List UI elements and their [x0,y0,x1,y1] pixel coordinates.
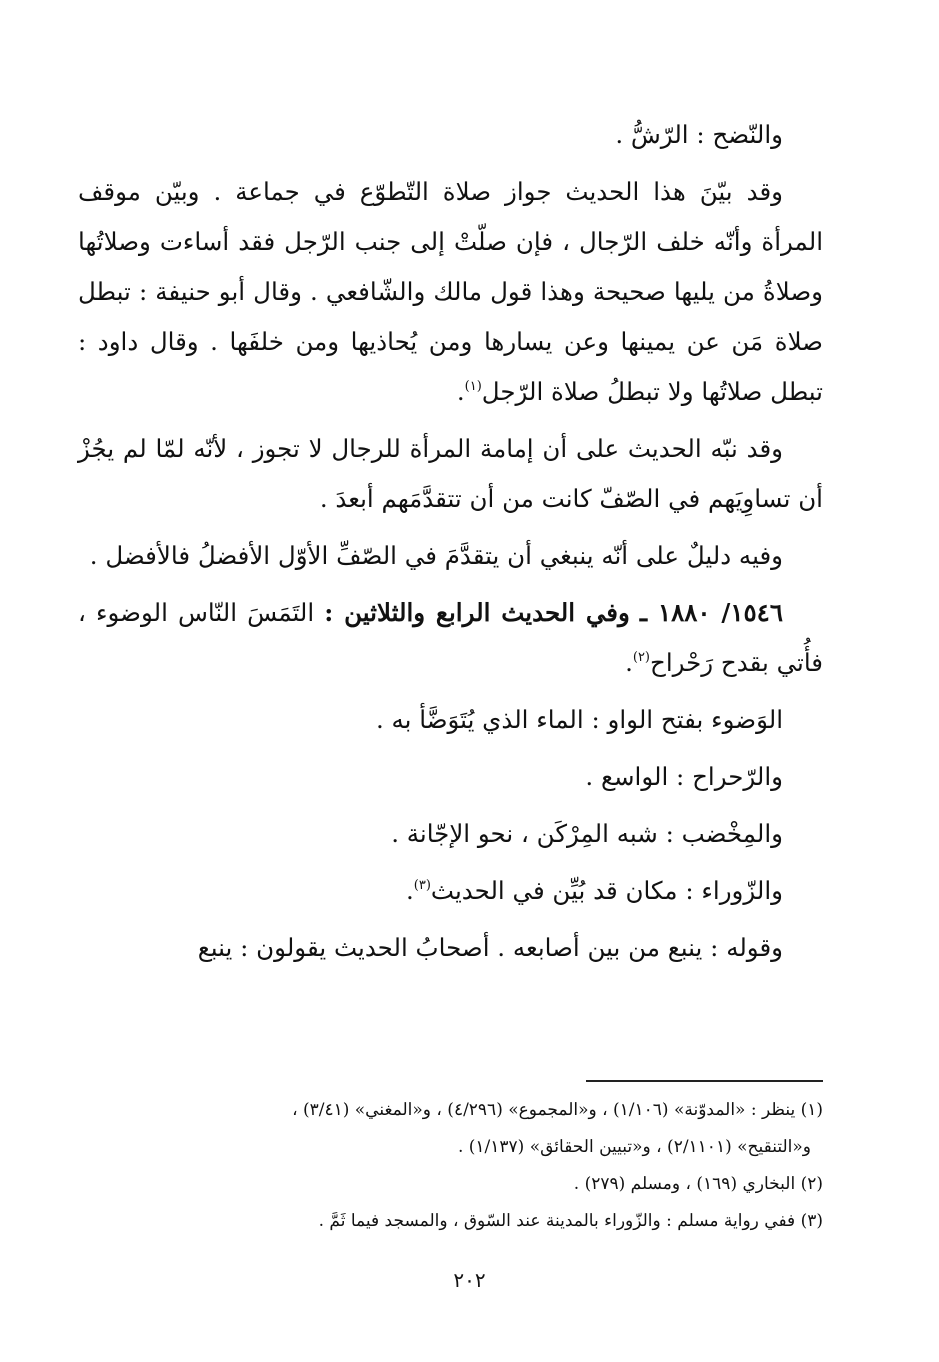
main-text [78,110,823,980]
paragraph-nabbaha-text: وقد نبّه الحديث على أن إمامة المرأة للرجال لا تجوز ، لأنّه لمّا لم يجُزْ أن تساوِيَهم في الصّفّ كانت من أن تتقدَّمَهم أبعدَ . [78,434,823,513]
footnote-divider [586,1080,823,1082]
page-number: ٢٠٢ [453,1268,486,1292]
gloss-zawra [78,866,823,916]
paragraph-nabbaha [78,424,823,524]
gloss-nadh [78,110,823,160]
paragraph-qawluhu-text: وقوله : ينبع من بين أصابعه . أصحابُ الحديث يقولون : ينبع [197,933,783,962]
footnote-2: (٢) البخاري (١٦٩) ، ومسلم (٢٧٩) . [573,1174,823,1194]
paragraph-dalil [78,531,823,581]
footnote-ref-3[interactable]: (٣) [413,878,431,893]
gloss-rahrah-text: والرّحراح : الواسع . [585,762,783,791]
period: . [456,377,465,406]
hadith-text: التَمَسَ النّاس الوضوء ، فأُتي بقدح رَحْراح [78,598,823,677]
period: . [625,648,633,677]
paragraph-bayyana-text: وقد بيّنَ هذا الحديث جواز صلاة التّطوّع في جماعة . وبيّن موقف المرأة وأنّه خلف الرّجال ، فإن صلّتْ إلى جنب الرّجل فقد أساءت وصلاتُها وصلاةُ من يليها صحيحة وهذا قول مالك والشّافعي . وقال أبو حنيفة : تبطل صلاة مَن عن يمينها وعن يسارها ومن يُحاذيها ومن خلفَها . وقال داود : تبطل صلاتُها ولا تبطلُ صلاة الرّجل [78,177,823,406]
footnote-3: (٣) ففي رواية مسلم : والزّوراء بالمدينة عند السّوق ، والمسجد فيما ثَمَّ . [318,1211,823,1231]
footnotes [78,1080,823,1240]
gloss-rahrah [78,752,823,802]
paragraph-bayyana [78,167,823,417]
period: . [405,876,414,905]
footnote-ref-2[interactable]: (٢) [632,650,650,665]
gloss-wudu-text: الوَضوء بفتح الواو : الماء الذي يُتَوَضَّأ به . [375,705,783,734]
hadith-number: ١٥٤٦/ ١٨٨٠ ـ [639,598,783,627]
gloss-nadh-text: والنّضح : الرّشُّ . [615,120,783,149]
gloss-mikhdab [78,809,823,859]
footnote-1: (١) ينظر : «المدوّنة» (١/١٠٦) ، و«المجموع» (٤/٢٩٦) ، و«المغني» (٣/٤١) ، [292,1100,823,1120]
gloss-wudu [78,695,823,745]
paragraph-qawluhu [78,923,823,973]
footnote-ref-1[interactable]: (١) [464,379,482,394]
footnote-1-continued: و«التنقيح» (٢/١١٠١) ، و«تبيين الحقائق» (١/١٣٧) . [457,1137,811,1157]
gloss-mikhdab-text: والمِخْضب : شبه المِرْكَن ، نحو الإجّانة . [391,819,783,848]
hadith-heading: وفي الحديث الرابع والثلاثين : [324,598,630,627]
hadith-entry [78,588,823,688]
paragraph-dalil-text: وفيه دليلٌ على أنّه ينبغي أن يتقدَّمَ في الصّفِّ الأوّل الأفضلُ فالأفضل . [89,541,783,570]
gloss-zawra-text: والزّوراء : مكان قد بُيِّن في الحديث [430,876,783,905]
